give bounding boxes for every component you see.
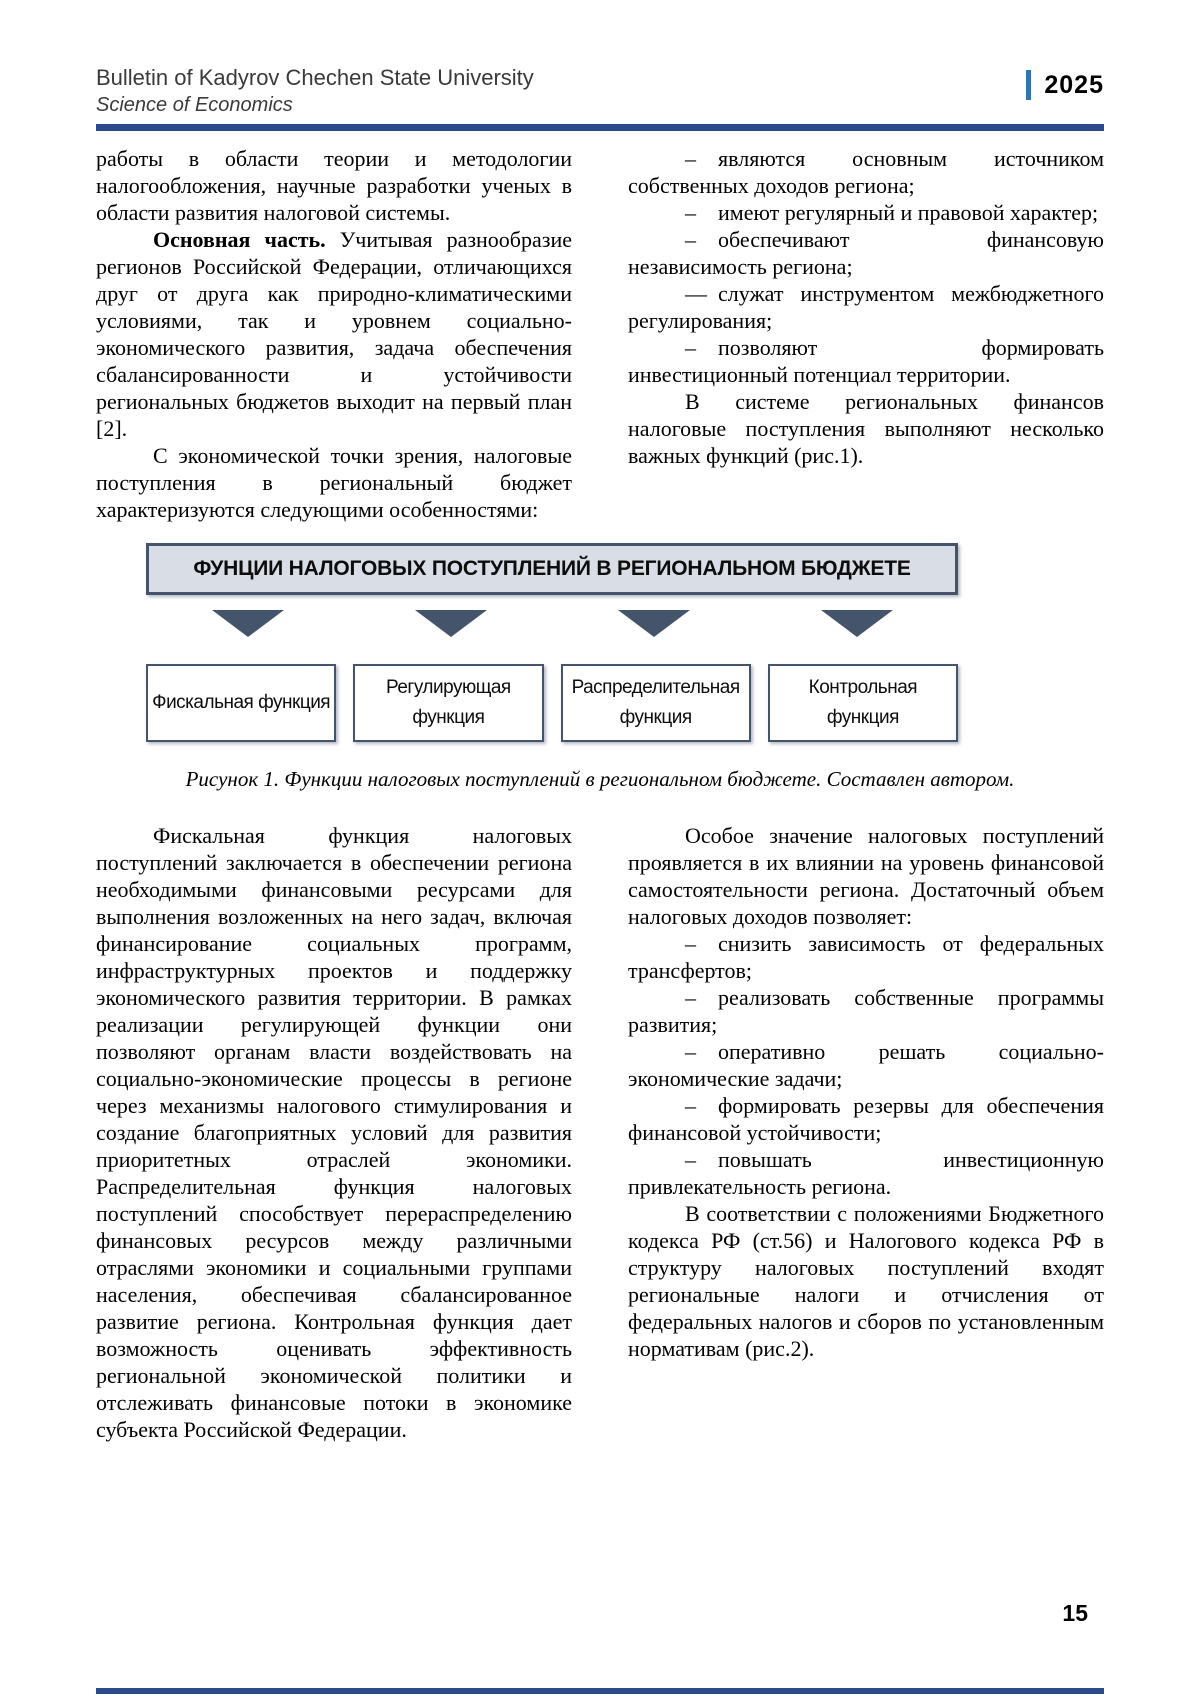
top-left-column (96, 145, 572, 523)
figure-function-box: Контрольная функция (768, 664, 958, 742)
arrow-cell (146, 610, 349, 637)
year-divider-bar (1026, 70, 1031, 100)
journal-title: Bulletin of Kadyrov Chechen State University (96, 65, 534, 90)
paragraph: — служат инструментом межбюджетного регулирования; (628, 281, 1104, 333)
top-text-columns (96, 145, 1104, 523)
paragraph: С экономической точки зрения, налоговые поступления в региональный бюджет характеризуются следующими особенностями: (96, 443, 572, 522)
top-right-column (628, 145, 1104, 523)
page-number: 15 (1062, 1600, 1088, 1626)
figure-1 (146, 543, 958, 742)
down-arrow-icon (415, 610, 487, 637)
figure-caption: Рисунок 1. Функции налоговых поступлений в региональном бюджете. Составлен автором. (185, 767, 1015, 791)
paragraph: Основная часть. Учитывая разнообразие регионов Российской Федерации, отличающихся друг от друга как природно-климатическими условиями, так и уровнем социально-экономического развития, задача обеспечения сбалансированности и устойчивости региональных бюджетов выходит на первый план [2]. (96, 227, 572, 441)
arrow-cell (755, 610, 958, 637)
paragraph: – являются основным источником собственных доходов региона; (628, 146, 1104, 198)
paragraph: Фискальная функция налоговых поступлений заключается в обеспечении региона необходимыми финансовыми ресурсами для выполнения возложенных на него задач, включая финансирование социальных программ, инфраструктурных проектов и поддержку экономического развития территории. В рамках реализации регулирующей функции они позволяют органам власти воздействовать на социально-экономические процессы в регионе через механизмы налогового стимулирования и создание благоприятных условий для развития приоритетных отраслей экономики. Распределительная функция налоговых поступлений способствует перераспределению финансовых ресурсов между различными отраслями экономики и социальными группами населения, обеспечивая сбалансированное развитие региона. Контрольная функция дает возможность оценивать эффективность региональной экономической политики и отслеживать финансовые потоки в экономике субъекта Российской Федерации. (96, 823, 572, 1442)
paragraph-lead: Основная часть. (153, 227, 326, 252)
paragraph: – позволяют формировать инвестиционный потенциал территории. (628, 335, 1104, 387)
year-label: 2025 (1044, 71, 1104, 99)
paragraph: – повышать инвестиционную привлекательность региона. (628, 1147, 1104, 1199)
bottom-left-column (96, 822, 572, 1443)
figure-title-box: ФУНЦИИ НАЛОГОВЫХ ПОСТУПЛЕНИЙ В РЕГИОНАЛЬНОМ БЮДЖЕТЕ (146, 543, 958, 595)
journal-identity (96, 64, 534, 118)
journal-subtitle: Science of Economics (96, 94, 293, 116)
down-arrow-icon (821, 610, 893, 637)
paragraph: В соответствии с положениями Бюджетного кодекса РФ (ст.56) и Налогового кодекса РФ в структуру налоговых поступлений входят региональные налоги и отчисления от федеральных налогов и сборов по установленным нормативам (рис.2). (628, 1201, 1104, 1361)
bottom-right-column (628, 822, 1104, 1443)
paragraph: – имеют регулярный и правовой характер; (685, 200, 1099, 225)
figure-arrows (146, 610, 958, 637)
figure-boxes (146, 664, 958, 742)
paragraph: – формировать резервы для обеспечения финансовой устойчивости; (628, 1093, 1104, 1145)
header-rule (96, 124, 1104, 131)
page-header (96, 64, 1104, 118)
paragraph: Особое значение налоговых поступлений проявляется в их влиянии на уровень финансовой самостоятельности региона. Достаточный объем налоговых доходов позволяет: (628, 823, 1104, 929)
paragraph: В системе региональных финансов налоговые поступления выполняют несколько важных функций (рис.1). (628, 389, 1104, 468)
arrow-cell (349, 610, 552, 637)
year-block (1026, 70, 1104, 100)
paragraph: – обеспечивают финансовую независимость региона; (628, 227, 1104, 279)
down-arrow-icon (618, 610, 690, 637)
bottom-text-columns (96, 822, 1104, 1443)
arrow-cell (552, 610, 755, 637)
footer-rule (96, 1688, 1104, 1694)
paragraph: – реализовать собственные программы развития; (628, 985, 1104, 1037)
paragraph: – снизить зависимость от федеральных трансфертов; (628, 931, 1104, 983)
figure-function-box: Фискальная функция (146, 664, 336, 742)
figure-function-box: Регулирующая функция (353, 664, 543, 742)
down-arrow-icon (212, 610, 284, 637)
figure-function-box: Распределительная функция (561, 664, 751, 742)
paragraph: – оперативно решать социально-экономические задачи; (628, 1039, 1104, 1091)
paragraph: работы в области теории и методологии налогообложения, научные разработки ученых в области развития налоговой системы. (96, 146, 572, 225)
